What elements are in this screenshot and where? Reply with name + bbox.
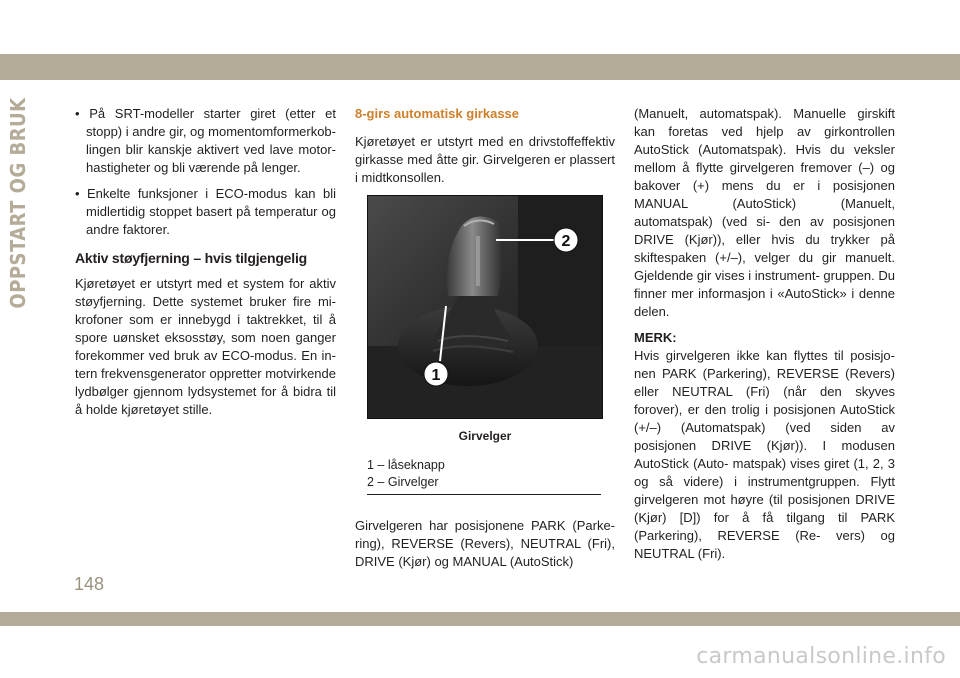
figure-legend [367,457,601,495]
note-title: MERK: [634,330,677,345]
page-number: 148 [74,574,105,594]
legend-item-2: 2 – Girvelger [367,475,439,489]
bullet-srt: • På SRT-modeller starter giret (etter et stopp) i andre gir, og momentomformerkob- lingen blir kanskje aktivert ved lave motor- hastigheter og bli værende på lenger. [75,106,336,175]
column-3 [634,105,895,571]
gear-selector-photo [367,195,603,419]
top-margin [0,0,960,54]
column-2 [355,105,615,579]
watermark-text[interactable]: carmanualsonline.info [696,644,946,669]
gear-selector-illustration [368,196,602,418]
column-1 [75,105,336,427]
bullet-eco: • Enkelte funksjoner i ECO-modus kan bli midlertidig stoppet basert på temperatur og andre faktorer. [75,186,336,237]
figure-caption: Girvelger [458,429,512,443]
callout-1: 1 [431,367,441,384]
section-side-tab-label: OPPSTART OG BRUK [6,97,30,309]
paragraph-positions: Girvelgeren har posisjonene PARK (Parke- ring), REVERSE (Revers), NEUTRAL (Fri), DRIVE (Kjør) og MANUAL (AutoStick) [355,518,615,569]
note-text: Hvis girvelgeren ikke kan flyttes til posisjo- nen PARK (Parkering), REVERSE (Revers) eller NEUTRAL (Fri) (når den skyves forover), er den trolig i posisjonen AutoStick (+/–) (Automatspak) (ved siden av posisjonen DRIVE (Kjør)). I modusen AutoStick (Auto- matspak) vises giret (1, 2, 3 og så videre) i instrumentgruppen. Flytt girvelgeren mot høyre (til posisjonen DRIVE (Kjør) [D]) for å få tilgang til PARK (Parkering), REVERSE (Re- vers) og NEUTRAL (Fri). [634,348,895,561]
paragraph-autostick: (Manuelt, automatspak). Manuelle girskift kan foretas ved hjelp av girkontrollen AutoStick (Automatspak). Hvis du veksler mellom å flytte girvelgeren fremover (–) og bakover (+) mens du er i posisjonen MANUAL (AutoStick) (Manuelt, automatspak) (ved si- den av posisjonen DRIVE (Kjør)), eller hvis du trykker på skiftespaken (+/–), velger du gir manuelt. Gjeldende gir vises i instrument- gruppen. Du finner mer informasjon i «AutoStick» i denne delen. [634,106,895,319]
heading-8-speed: 8-girs automatisk girkasse [355,106,520,121]
paragraph-active-noise: Kjøretøyet er utstyrt med et system for aktiv støyfjerning. Dette systemet bruker fire mi- krofoner som er innebygd i taktrekket, til å spore uønsket eksosstøy, som noen ganger forekommer ved bruk av ECO-modus. En in- tern frekvensgenerator oppretter motvirkende lydbølger gjennom lydsystemet for å bidra til å holde kjøretøyet stille. [75,276,336,417]
section-side-tab [4,97,32,309]
heading-active-noise: Aktiv støyfjerning – hvis tilgjengelig [75,250,307,266]
callout-2: 2 [561,233,571,250]
footer-bar [0,612,960,626]
legend-item-1: 1 – låseknapp [367,458,445,472]
header-bar [0,54,960,80]
paragraph-8-speed: Kjøretøyet er utstyrt med en drivstoffeffektiv girkasse med åtte gir. Girvelgeren er plassert i midtkonsollen. [355,134,615,185]
